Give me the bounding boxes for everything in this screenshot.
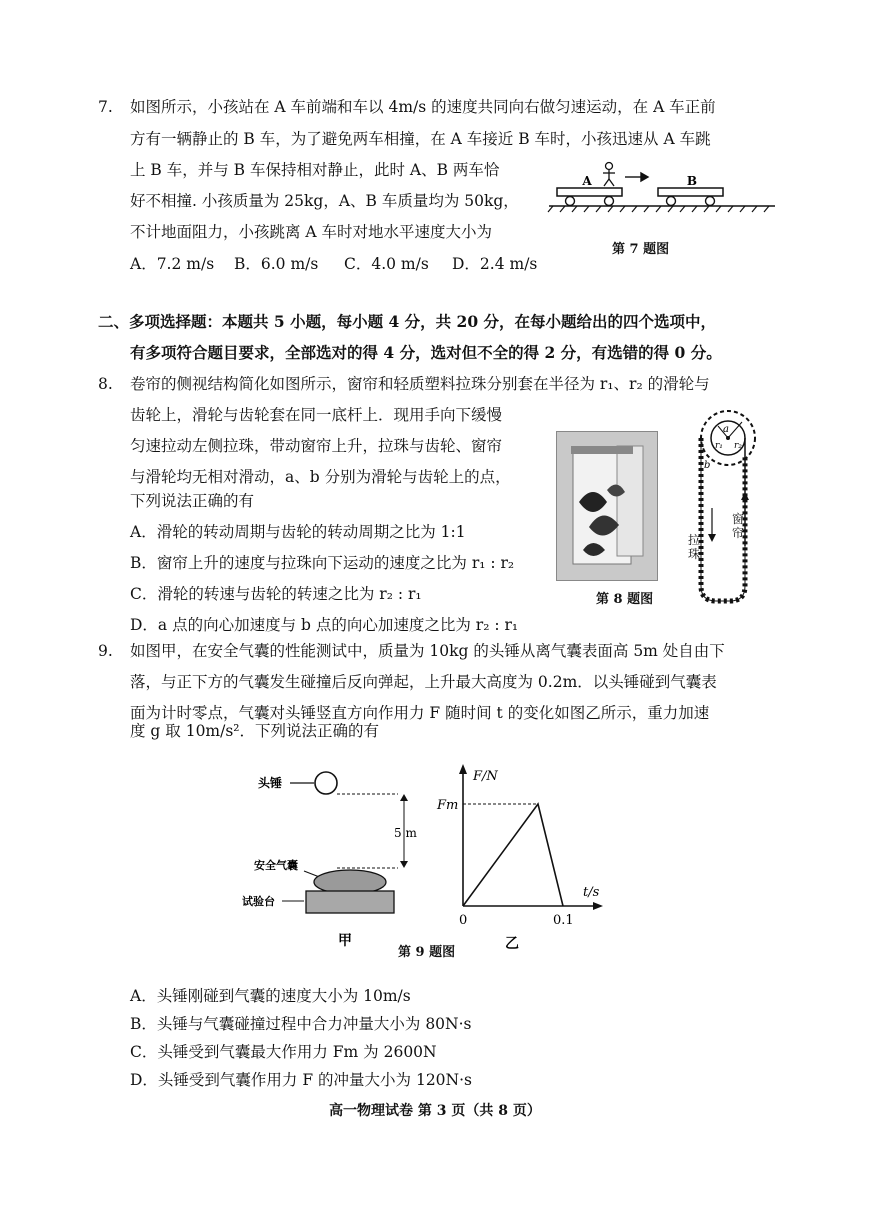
q7-text-line-2: 方有一辆静止的 B 车，为了避免两车相撞，在 A 车接近 B 车时，小孩迅速从 A 车跳 bbox=[130, 130, 711, 148]
hammer bbox=[315, 772, 337, 794]
label-height: 5 m bbox=[394, 826, 417, 840]
cart-a bbox=[557, 188, 622, 196]
q7-text-line-3: 上 B 车，并与 B 车保持相对静止，此时 A、B 两车恰 bbox=[130, 161, 500, 179]
q8-option-b[interactable]: B．窗帘上升的速度与拉珠向下运动的速度之比为 r₁ : r₂ bbox=[130, 554, 515, 572]
q7-text-line-1: 如图所示，小孩站在 A 车前端和车以 4m/s 的速度共同向右做匀速运动，在 A 车正前 bbox=[130, 98, 716, 116]
q9-text-line-3: 面为计时零点，气囊对头锤竖直方向作用力 F 随时间 t 的变化如图乙所示，重力加速 bbox=[130, 704, 710, 722]
q8-option-d[interactable]: D．a 点的向心加速度与 b 点的向心加速度之比为 r₂ : r₁ bbox=[130, 616, 519, 634]
q7-option-c[interactable]: C．4.0 m/s bbox=[344, 255, 429, 273]
label-r2: r₂ bbox=[734, 441, 742, 451]
q7-number: 7. bbox=[98, 98, 113, 116]
tick-label-01: 0.1 bbox=[553, 913, 574, 928]
label-chain: 拉珠 bbox=[688, 533, 701, 561]
q7-option-b[interactable]: B．6.0 m/s bbox=[234, 255, 319, 273]
label-jia: 甲 bbox=[338, 933, 352, 949]
label-curtain: 窗帘 bbox=[732, 512, 745, 540]
q8-figure-caption: 第 8 题图 bbox=[596, 592, 654, 607]
q9-figure-caption: 第 9 题图 bbox=[398, 945, 456, 960]
cart-a-label: A bbox=[582, 174, 592, 188]
q9-option-c[interactable]: C．头锤受到气囊最大作用力 Fm 为 2600N bbox=[130, 1043, 437, 1061]
q8-text-line-4: 与滑轮均无相对滑动，a、b 分别为滑轮与齿轮上的点， bbox=[130, 468, 511, 486]
q8-option-c[interactable]: C．滑轮的转速与齿轮的转速之比为 r₂ : r₁ bbox=[130, 585, 422, 603]
q9-figure-jia bbox=[240, 765, 420, 955]
q8-text-line-2: 齿轮上，滑轮与齿轮套在同一底杆上．现用手向下缓慢 bbox=[130, 406, 503, 424]
q9-number: 9. bbox=[98, 642, 113, 660]
q7-figure-caption: 第 7 题图 bbox=[612, 242, 670, 257]
label-yi: 乙 bbox=[505, 936, 519, 952]
section2-heading-line-1: 二、多项选择题：本题共 5 小题，每小题 4 分，共 20 分，在每小题给出的四个选项中， bbox=[98, 312, 717, 331]
q7-figure bbox=[545, 160, 785, 220]
axis-y-label: F/N bbox=[473, 769, 498, 784]
velocity-arrow bbox=[625, 173, 648, 181]
q8-number: 8. bbox=[98, 375, 113, 393]
label-a: a bbox=[723, 424, 729, 435]
q8-text-line-5: 下列说法正确的有 bbox=[130, 492, 255, 510]
label-hammer: 头锤 bbox=[258, 776, 283, 790]
child-figure bbox=[603, 163, 615, 187]
q7-text-line-4: 好不相撞. 小孩质量为 25kg，A、B 车质量均为 50kg， bbox=[130, 192, 519, 210]
test-platform bbox=[306, 891, 394, 913]
section2-heading-line-2: 有多项符合题目要求，全部选对的得 4 分，选对但不全的得 2 分，有选错的得 0 分。 bbox=[130, 343, 722, 362]
label-r1: r₁ bbox=[715, 441, 723, 451]
q8-text-line-3: 匀速拉动左侧拉珠，带动窗帘上升，拉珠与齿轮、窗帘 bbox=[130, 437, 503, 455]
q9-text-line-1: 如图甲，在安全气囊的性能测试中，质量为 10kg 的头锤从离气囊表面高 5m 处自由下 bbox=[130, 642, 725, 660]
label-airbag: 安全气囊 bbox=[254, 859, 298, 872]
label-b: b bbox=[704, 460, 711, 471]
q9-text-line-2: 落，与正下方的气囊发生碰撞后反向弹起，上升最大高度为 0.2m．以头锤碰到气囊表 bbox=[130, 673, 717, 691]
roller-blind-photo bbox=[556, 431, 658, 581]
ground bbox=[548, 206, 775, 212]
q8-option-a[interactable]: A．滑轮的转动周期与齿轮的转动周期之比为 1:1 bbox=[130, 523, 466, 541]
cart-b-label: B bbox=[686, 174, 698, 188]
page-footer: 高一物理试卷 第 3 页（共 8 页） bbox=[329, 1103, 541, 1119]
tick-label-0: 0 bbox=[459, 913, 468, 928]
q8-text-line-1: 卷帘的侧视结构简化如图所示，窗帘和轻质塑料拉珠分别套在半径为 r₁、r₂ 的滑轮与 bbox=[130, 375, 710, 393]
axis-x-label: t/s bbox=[583, 885, 600, 900]
q9-figure-yi bbox=[425, 760, 615, 960]
q7-text-line-5: 不计地面阻力，小孩跳离 A 车时对地水平速度大小为 bbox=[130, 223, 493, 241]
force-curve bbox=[463, 804, 563, 906]
q9-option-b[interactable]: B．头锤与气囊碰撞过程中合力冲量大小为 80N·s bbox=[130, 1015, 472, 1033]
q8-figure bbox=[690, 396, 770, 606]
q9-option-d[interactable]: D．头锤受到气囊作用力 F 的冲量大小为 120N·s bbox=[130, 1071, 472, 1089]
label-platform: 试验台 bbox=[242, 895, 275, 908]
q7-option-a[interactable]: A．7.2 m/s bbox=[130, 255, 215, 273]
q7-option-d[interactable]: D．2.4 m/s bbox=[452, 255, 538, 273]
cart-b bbox=[658, 188, 723, 196]
q9-option-a[interactable]: A．头锤刚碰到气囊的速度大小为 10m/s bbox=[130, 987, 411, 1005]
tick-label-fm: Fm bbox=[437, 798, 459, 813]
q9-text-line-4: 度 g 取 10m/s²．下列说法正确的有 bbox=[130, 722, 380, 740]
